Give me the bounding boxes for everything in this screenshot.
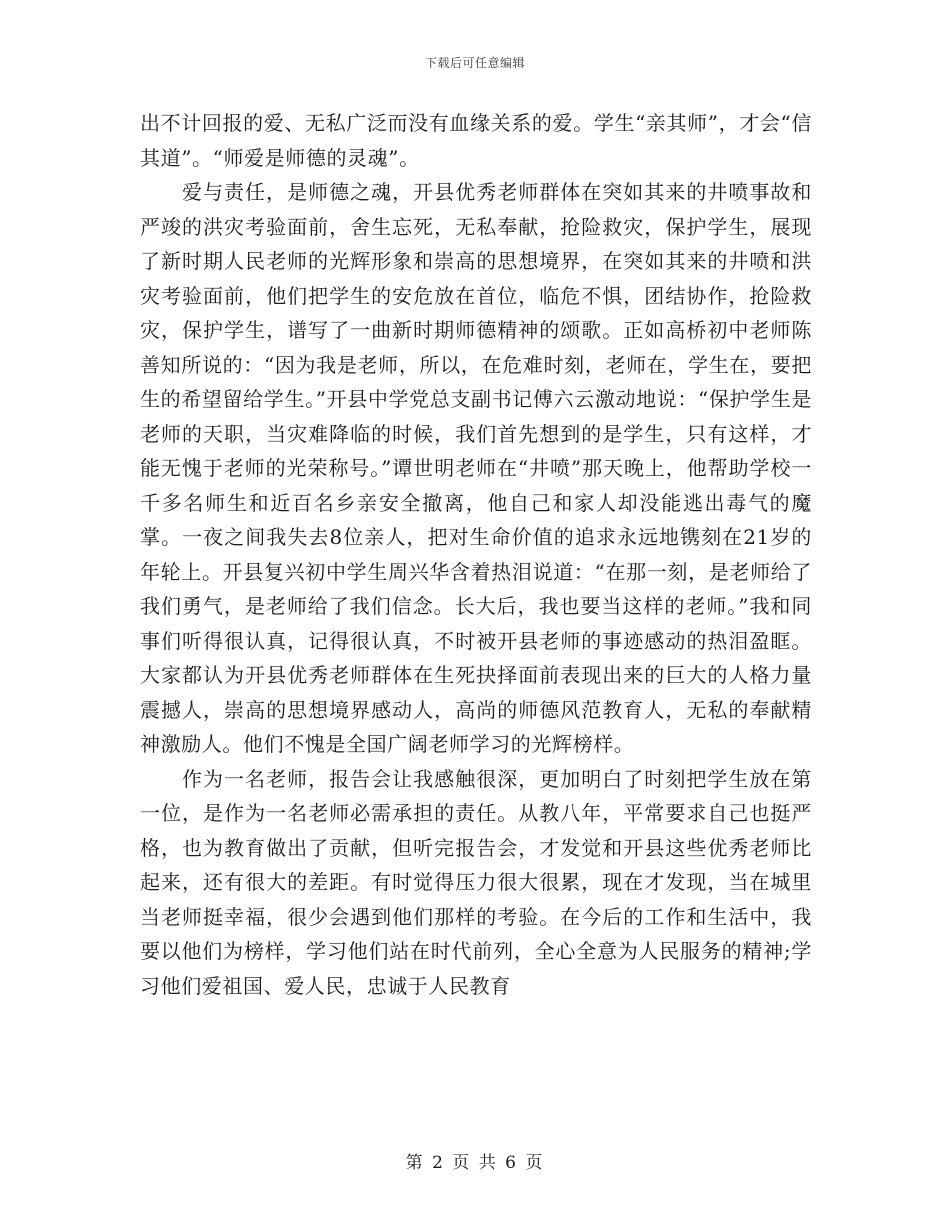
- page-header: 下载后可任意编辑: [424, 56, 525, 70]
- document-body: [140, 106, 812, 1003]
- paragraph-continuation: 出不计回报的爱、无私广泛而没有血缘关系的爱。学生“亲其师”，才会“信其道”。“师爱是师德的灵魂”。: [140, 111, 812, 170]
- paragraph-reflection: 作为一名老师，报告会让我感触很深，更加明白了时刻把学生放在第一位，是作为一名老师必需承担的责任。从教八年，平常要求自己也挺严格，也为教育做出了贡献，但听完报告会，才发觉和开县这些优秀老师比起来，还有很大的差距。有时觉得压力很大很累，现在才发现，当在城里当老师挺幸福，很少会遇到他们那样的考验。在今后的工作和生活中，我要以他们为榜样，学习他们站在时代前列，全心全意为人民服务的精神;学习他们爱祖国、爱人民，忠诚于人民教育: [140, 766, 812, 998]
- page-footer: 第 2 页 共 6 页: [405, 1153, 545, 1173]
- paragraph-love-responsibility: 爱与责任，是师德之魂，开县优秀老师群体在突如其来的井喷事故和严竣的洪灾考验面前，舍生忘死，无私奉献，抢险救灾，保护学生，展现了新时期人民老师的光辉形象和崇高的思想境界，在突如其来的井喷和洪灾考验面前，他们把学生的安危放在首位，临危不惧，团结协作，抢险救灾，保护学生，谱写了一曲新时期师德精神的颂歌。正如高桥初中老师陈善知所说的：“因为我是老师，所以，在危难时刻，老师在，学生在，要把生的希望留给学生。”开县中学党总支副书记傅六云激动地说：“保护学生是老师的天职，当灾难降临的时候，我们首先想到的是学生，只有这样，才能无愧于老师的光荣称号。”谭世明老师在“井喷”那天晚上，他帮助学校一千多名师生和近百名乡亲安全撤离，他自己和家人却没能逃出毒气的魔掌。一夜之间我失去8位亲人，把对生命价值的追求永远地镌刻在21岁的年轮上。开县复兴初中学生周兴华含着热泪说道：“在那一刻，是老师给了我们勇气，是老师给了我们信念。长大后，我也要当这样的老师。”我和同事们听得很认真，记得很认真，不时被开县老师的事迹感动的热泪盈眶。大家都认为开县优秀老师群体在生死抉择面前表现出来的巨大的人格力量震撼人，崇高的思想境界感动人，高尚的师德风范教育人，无私的奉献精神激励人。他们不愧是全国广阔老师学习的光辉榜样。: [140, 180, 812, 756]
